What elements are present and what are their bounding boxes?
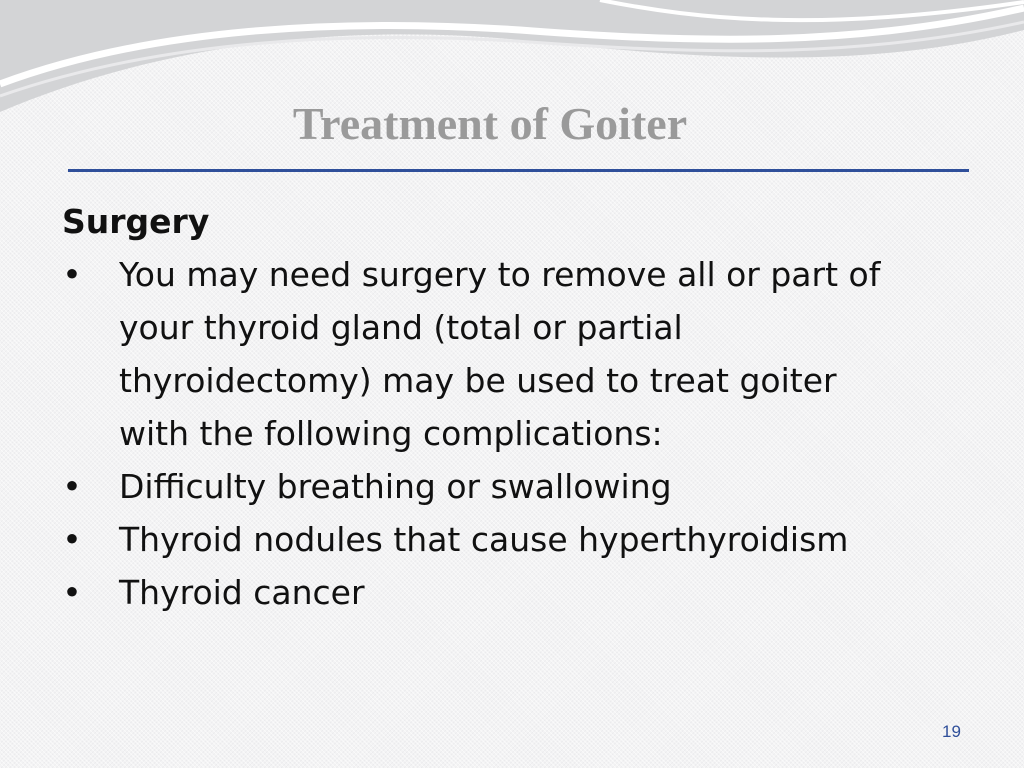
- bullet-item: [62, 460, 962, 513]
- bullet-line: Thyroid nodules that cause hyperthyroidism: [119, 520, 849, 559]
- bullet-line: thyroidectomy) may be used to treat goiter: [119, 361, 837, 400]
- slide-body: [62, 196, 962, 619]
- bullet-item: [62, 566, 962, 619]
- bullet-icon: •: [62, 520, 82, 559]
- bullet-item: [62, 513, 962, 566]
- bullet-list: [62, 248, 962, 619]
- bullet-item: [62, 248, 962, 460]
- bullet-icon: •: [62, 467, 82, 506]
- bullet-icon: •: [62, 255, 82, 294]
- bullet-icon: •: [62, 573, 82, 612]
- bullet-line: Thyroid cancer: [119, 573, 365, 612]
- title-divider: [68, 169, 969, 172]
- bullet-line: Difficulty breathing or swallowing: [119, 467, 672, 506]
- page-number: 19: [942, 722, 961, 741]
- section-heading: Surgery: [62, 202, 210, 241]
- slide-title: Treatment of Goiter: [292, 98, 688, 149]
- bullet-line: You may need surgery to remove all or part of: [119, 255, 881, 294]
- bullet-line: your thyroid gland (total or partial: [119, 308, 683, 347]
- bullet-line: with the following complications:: [119, 414, 663, 453]
